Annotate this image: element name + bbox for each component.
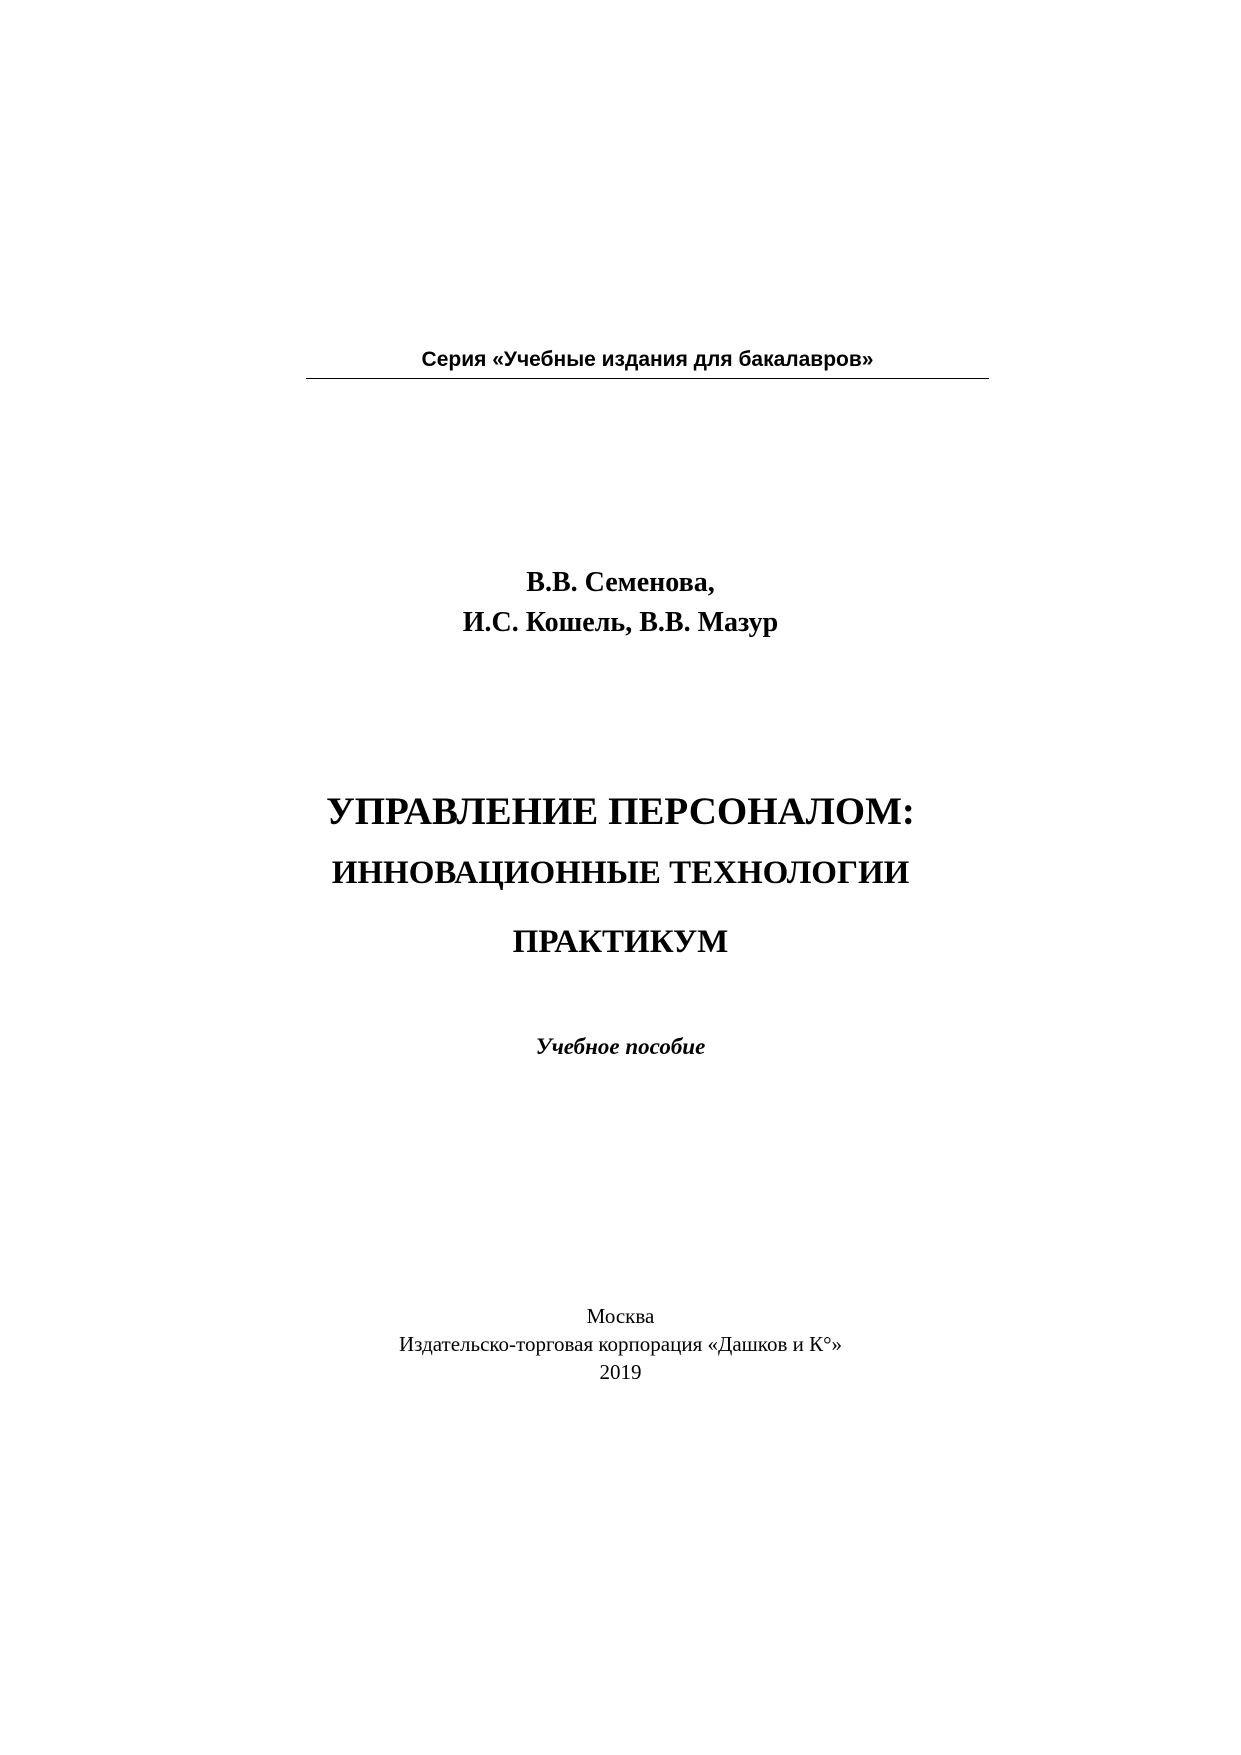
imprint-block <box>0 1302 1241 1386</box>
book-type-subtitle: Учебное пособие <box>535 1034 706 1059</box>
authors-line-1: В.В. Семенова, <box>526 567 715 598</box>
authors-block <box>0 563 1241 643</box>
authors-line-2: И.С. Кошель, В.В. Мазур <box>462 607 779 638</box>
imprint-year: 2019 <box>599 1360 642 1384</box>
book-title-practicum: ПРАКТИКУМ <box>512 924 729 960</box>
series-heading: Серия «Учебные издания для бакалавров» <box>421 348 874 371</box>
book-title-continuation: ИННОВАЦИОННЫЕ ТЕХНОЛОГИИ <box>331 855 910 891</box>
imprint-publisher: Издательско-торговая корпорация «Дашков и К°» <box>399 1332 842 1356</box>
imprint-city: Москва <box>586 1304 655 1328</box>
book-title: УПРАВЛЕНИЕ ПЕРСОНАЛОМ: <box>326 790 915 833</box>
series-divider <box>306 378 989 379</box>
